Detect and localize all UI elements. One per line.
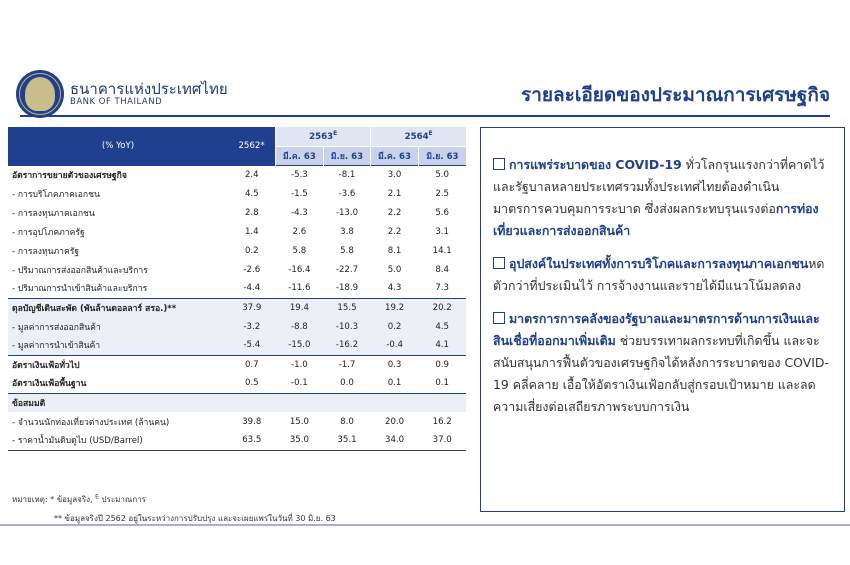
row-value: 0.7: [228, 355, 276, 374]
row-value: 37.0: [418, 431, 466, 450]
row-value: -16.4: [288, 264, 311, 275]
row-value: 39.8: [242, 416, 262, 427]
row-value: 0.5: [244, 378, 259, 389]
row-value: -15.0: [276, 336, 324, 355]
row-label: อัตราการขยายตัวของเศรษฐกิจ: [8, 165, 228, 184]
row-value: -1.7: [323, 355, 371, 374]
footnote-legend: หมายเหตุ: * ข้อมูลจริง, $^E$ ประมาณการ: [12, 493, 146, 504]
table-row: [8, 374, 466, 393]
bank-seal-icon: [16, 70, 64, 118]
row-value: 0.1: [435, 378, 450, 389]
row-value: 5.0: [387, 264, 402, 275]
row-value: 5.6: [435, 207, 450, 218]
row-value: 0.0: [340, 378, 354, 389]
row-value: -8.1: [323, 165, 371, 184]
row-label: - จำนวนนักท่องเที่ยวต่างประเทศ (ล้านคน): [12, 417, 170, 428]
table-row: [8, 393, 466, 412]
checkbox-bullet-icon: [493, 158, 505, 170]
row-label: อัตราเงินเฟ้อพื้นฐาน: [12, 379, 87, 390]
row-label: - การอุปโภคภาครัฐ: [12, 227, 85, 238]
row-label: - การลงทุนภาครัฐ: [12, 246, 80, 257]
row-label: ดุลบัญชีเดินสะพัด (พันล้านดอลลาร์ สรอ.)**: [8, 298, 228, 317]
table-row: [8, 431, 466, 450]
row-value: 4.3: [387, 283, 402, 294]
row-value: 3.0: [371, 165, 419, 184]
table-row: [8, 279, 466, 298]
row-value: -3.6: [338, 188, 356, 199]
row-value: -4.4: [243, 283, 261, 294]
row-value: 4.1: [418, 336, 466, 355]
table-row: [8, 260, 466, 279]
row-label: อัตราเงินเฟ้อทั่วไป: [8, 355, 228, 374]
row-value: 0.1: [387, 378, 402, 389]
row-label: - ปริมาณการนำเข้าสินค้าและบริการ: [12, 284, 148, 295]
footnote-current-account: ** ข้อมูลจริงปี 2562 อยู่ในระหว่างการปรับปรุง และจะเผยแพร่ในวันที่ 30 มิ.ย. 63: [54, 514, 336, 523]
detail-bullet: อุปสงค์ในประเทศทั้งการบริโภคและการลงทุนภาคเอกชนหดตัวกว่าที่ประเมินไว้ การจ้างงานและรายได้มีแนวโน้มลดลง: [493, 256, 825, 293]
row-value: 4.5: [244, 188, 259, 199]
row-value: 2.5: [435, 188, 450, 199]
row-value: -4.3: [291, 207, 308, 218]
row-value: 5.0: [418, 165, 466, 184]
row-value: 15.0: [289, 416, 309, 427]
row-label: - การบริโภคภาคเอกชน: [12, 189, 100, 200]
row-value: 35.1: [323, 431, 371, 450]
column-2564-header: $2564^E$: [371, 127, 466, 146]
row-value: 37.9: [228, 298, 276, 317]
row-value: 8.1: [387, 245, 402, 256]
row-value: -11.6: [288, 283, 311, 294]
row-value: 2.4: [228, 165, 276, 184]
table-row: [8, 184, 466, 203]
row-value: -18.9: [335, 283, 359, 294]
table-row: [8, 203, 466, 222]
column-2562-header: 2562*: [228, 127, 276, 165]
row-value: [323, 393, 371, 412]
row-value: -2.6: [243, 264, 261, 275]
title-divider: [20, 115, 830, 117]
row-value: 3.1: [435, 226, 450, 237]
table-row: [8, 241, 466, 260]
logo-english-name: BANK OF THAILAND: [70, 96, 163, 107]
row-value: 5.8: [340, 245, 354, 256]
table-row: [8, 317, 466, 336]
row-value: 0.2: [371, 317, 419, 336]
row-value: 2.2: [387, 207, 402, 218]
row-value: -3.2: [228, 317, 276, 336]
row-value: -1.0: [276, 355, 324, 374]
row-label: - ปริมาณการส่งออกสินค้าและบริการ: [12, 265, 148, 276]
table-row: [8, 298, 466, 317]
row-value: 0.2: [244, 245, 259, 256]
row-value: 2.1: [387, 188, 402, 199]
checkbox-bullet-icon: [493, 312, 505, 324]
row-value: 0.9: [418, 355, 466, 374]
row-value: 34.0: [371, 431, 419, 450]
row-value: 1.4: [244, 226, 259, 237]
row-value: -8.8: [276, 317, 324, 336]
detail-bullet: การแพร่ระบาดของ COVID-19 ทั่วโลกรุนแรงกว่าที่คาดไว้และรัฐบาลหลายประเทศรวมทั้งประเทศไทยต้องดำเนินมาตรการควบคุมการระบาด ซึ่งส่งผลกระทบรุนแรงต่อการท่องเที่ยวและการส่งออกสินค้า: [493, 157, 825, 238]
row-value: 4.5: [418, 317, 466, 336]
row-value: 19.2: [371, 298, 419, 317]
row-value: 3.8: [340, 226, 354, 237]
subcol-mar-2564: มี.ค. 63: [371, 146, 419, 165]
row-value: 2.8: [244, 207, 259, 218]
page-title: รายละเอียดของประมาณการเศรษฐกิจ: [521, 84, 830, 106]
row-label: - การลงทุนภาคเอกชน: [12, 208, 95, 219]
row-value: 15.5: [323, 298, 371, 317]
row-value: -22.7: [335, 264, 359, 275]
row-value: 2.6: [292, 226, 307, 237]
column-2563-header: $2563^E$: [276, 127, 371, 146]
row-value: -16.2: [323, 336, 371, 355]
details-panel: [480, 127, 845, 512]
row-value: 7.3: [435, 283, 450, 294]
table-row: [8, 355, 466, 374]
row-label: - มูลค่าการส่งออกสินค้า: [8, 317, 228, 336]
forecast-table: [8, 127, 466, 451]
row-label: - มูลค่าการนำเข้าสินค้า: [8, 336, 228, 355]
row-value: 2.2: [387, 226, 402, 237]
row-value: [276, 393, 324, 412]
row-value: 8.4: [435, 264, 450, 275]
logo-thai-name: ธนาคารแห่งประเทศไทย: [70, 80, 228, 99]
row-value: -13.0: [335, 207, 359, 218]
row-value: 16.2: [432, 416, 452, 427]
row-value: -0.1: [291, 378, 308, 389]
row-value: 0.3: [371, 355, 419, 374]
row-value: 19.4: [276, 298, 324, 317]
row-value: -1.5: [291, 188, 308, 199]
row-value: 14.1: [432, 245, 452, 256]
label-column-header: (% YoY): [8, 127, 228, 165]
checkbox-bullet-icon: [493, 257, 505, 269]
row-value: -10.3: [323, 317, 371, 336]
table-row: [8, 412, 466, 431]
row-label: - ราคาน้ำมันดิบดูไบ (USD/Barrel): [8, 431, 228, 450]
row-label: ข้อสมมติ: [8, 393, 228, 412]
row-value: 5.8: [292, 245, 307, 256]
row-value: 35.0: [276, 431, 324, 450]
subcol-jun-2563: มิ.ย. 63: [323, 146, 371, 165]
footer-divider: [0, 524, 850, 526]
table-row: [8, 222, 466, 241]
row-value: 20.2: [418, 298, 466, 317]
row-value: 8.0: [340, 416, 354, 427]
subcol-mar-2563: มี.ค. 63: [276, 146, 324, 165]
row-value: -5.3: [276, 165, 324, 184]
bank-logo: [16, 70, 228, 118]
row-value: -0.4: [371, 336, 419, 355]
row-value: [228, 393, 276, 412]
row-value: 20.0: [385, 416, 405, 427]
row-value: [418, 393, 466, 412]
table-row: [8, 336, 466, 355]
subcol-jun-2564: มิ.ย. 63: [418, 146, 466, 165]
row-value: -5.4: [228, 336, 276, 355]
row-value: 63.5: [228, 431, 276, 450]
table-row: [8, 165, 466, 184]
detail-bullet: มาตรการการคลังของรัฐบาลและมาตรการด้านการเงินและสินเชื่อที่ออกมาเพิ่มเติม ช่วยบรรเทาผลกระทบที่เกิดขึ้น และจะสนับสนุนการฟื้นตัวของเศรษฐกิจได้หลังการระบาดของ COVID-19 คลี่คลาย เอื้อให้อัตราเงินเฟ้อกลับสู่กรอบเป้าหมาย และลดความเสี่ยงต่อเสถียรภาพระบบการเงิน: [493, 311, 829, 414]
row-value: [371, 393, 419, 412]
